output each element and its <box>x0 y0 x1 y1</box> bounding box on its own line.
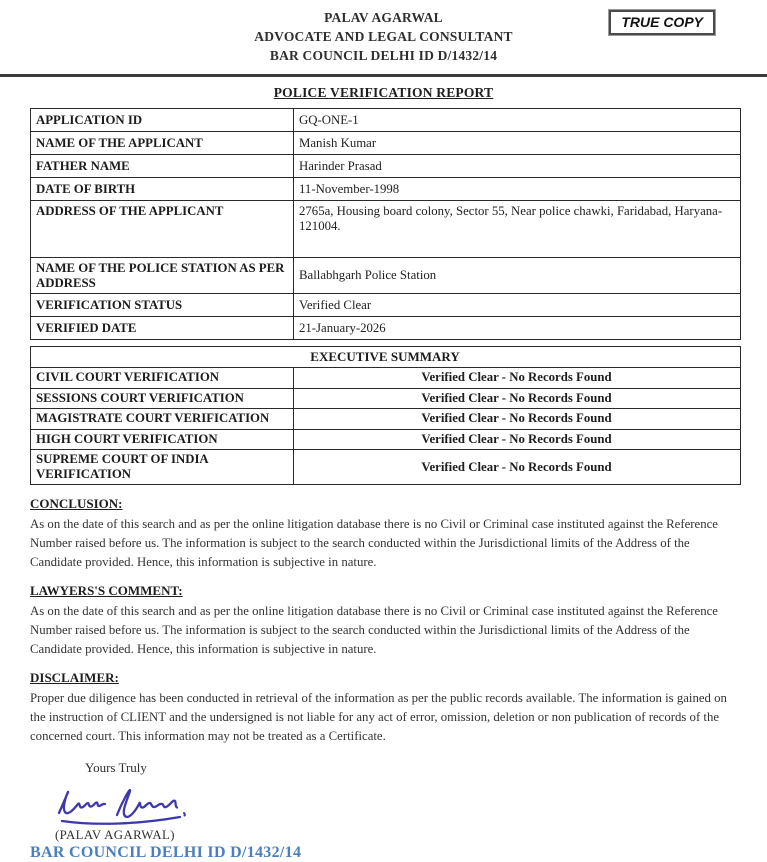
detail-label: FATHER NAME <box>31 155 294 178</box>
table-row <box>31 155 741 178</box>
detail-value: 11-November-1998 <box>294 178 741 201</box>
handwritten-signature-icon <box>52 780 202 828</box>
table-row <box>31 109 741 132</box>
lawyers-comment-heading: LAWYERS'S COMMENT: <box>30 583 183 598</box>
summary-label: CIVIL COURT VERIFICATION <box>31 368 294 389</box>
detail-label: APPLICATION ID <box>31 109 294 132</box>
conclusion-heading: CONCLUSION: <box>30 496 123 511</box>
summary-label: HIGH COURT VERIFICATION <box>31 429 294 450</box>
detail-value: Manish Kumar <box>294 132 741 155</box>
signed-name: (PALAV AGARWAL) <box>55 828 175 842</box>
table-row <box>31 132 741 155</box>
detail-label: VERIFIED DATE <box>31 317 294 340</box>
summary-value: Verified Clear - No Records Found <box>294 409 741 430</box>
disclaimer-heading: DISCLAIMER: <box>30 670 119 685</box>
table-row <box>31 388 741 409</box>
detail-label: DATE OF BIRTH <box>31 178 294 201</box>
detail-value: 21-January-2026 <box>294 317 741 340</box>
closing-line: Yours Truly <box>85 760 147 775</box>
summary-value: Verified Clear - No Records Found <box>294 388 741 409</box>
detail-value: GQ-ONE-1 <box>294 109 741 132</box>
applicant-details-table <box>30 108 741 340</box>
table-row <box>31 294 741 317</box>
detail-value: Harinder Prasad <box>294 155 741 178</box>
conclusion-section <box>30 496 740 572</box>
summary-value: Verified Clear - No Records Found <box>294 450 741 485</box>
summary-value: Verified Clear - No Records Found <box>294 368 741 389</box>
table-row <box>31 368 741 389</box>
detail-label: NAME OF THE APPLICANT <box>31 132 294 155</box>
table-row <box>31 317 741 340</box>
advocate-title: ADVOCATE AND LEGAL CONSULTANT <box>254 29 513 44</box>
true-copy-stamp: TRUE COPY <box>609 10 715 35</box>
detail-value: 2765a, Housing board colony, Sector 55, Near police chawki, Faridabad, Haryana-121004. <box>294 201 741 258</box>
detail-label: ADDRESS OF THE APPLICANT <box>31 201 294 258</box>
lawyers-comment-section <box>30 583 740 659</box>
disclaimer-body: Proper due diligence has been conducted in retrieval of the information as per the public records available. The information is gained on the instruction of CLIENT and the undersigned is not liable for any act of error, omission, deletion or non publication of records of the concerned court. This information may not be treated as a Certificate. <box>30 691 727 743</box>
table-row <box>31 409 741 430</box>
table-row <box>31 429 741 450</box>
conclusion-body: As on the date of this search and as per the online litigation database there is no Civil or Criminal case instituted against the Reference Number raised before us. The information is subject to the search conducted within the Jurisdictional limits of the Address of the Candidate provided. Hence, this information is subjective in nature. <box>30 517 718 569</box>
footer-bar-council-id: BAR COUNCIL DELHI ID D/1432/14 <box>30 844 302 861</box>
table-row <box>31 347 741 368</box>
detail-label: VERIFICATION STATUS <box>31 294 294 317</box>
table-row <box>31 178 741 201</box>
lawyers-comment-body: As on the date of this search and as per the online litigation database there is no Civil or Criminal case instituted against the Reference Number raised before us. The information is subject to the search conducted within the Jurisdictional limits of the Address of the Candidate provided. Hence, this information is subjective in nature. <box>30 604 718 656</box>
summary-value: Verified Clear - No Records Found <box>294 429 741 450</box>
advocate-bar-id: BAR COUNCIL DELHI ID D/1432/14 <box>269 48 498 63</box>
executive-summary-table <box>30 346 741 485</box>
detail-value: Ballabhgarh Police Station <box>294 258 741 294</box>
advocate-name: PALAV AGARWAL <box>324 10 443 25</box>
summary-label: MAGISTRATE COURT VERIFICATION <box>31 409 294 430</box>
table-row <box>31 201 741 258</box>
header-divider <box>0 74 767 77</box>
table-row <box>31 450 741 485</box>
detail-value: Verified Clear <box>294 294 741 317</box>
executive-summary-title: EXECUTIVE SUMMARY <box>31 347 741 368</box>
signature-image <box>52 780 767 828</box>
detail-label: NAME OF THE POLICE STATION AS PER ADDRESS <box>31 258 294 294</box>
summary-label: SESSIONS COURT VERIFICATION <box>31 388 294 409</box>
report-title: POLICE VERIFICATION REPORT <box>273 85 494 100</box>
table-row <box>31 258 741 294</box>
disclaimer-section <box>30 670 740 746</box>
summary-label: SUPREME COURT OF INDIA VERIFICATION <box>31 450 294 485</box>
